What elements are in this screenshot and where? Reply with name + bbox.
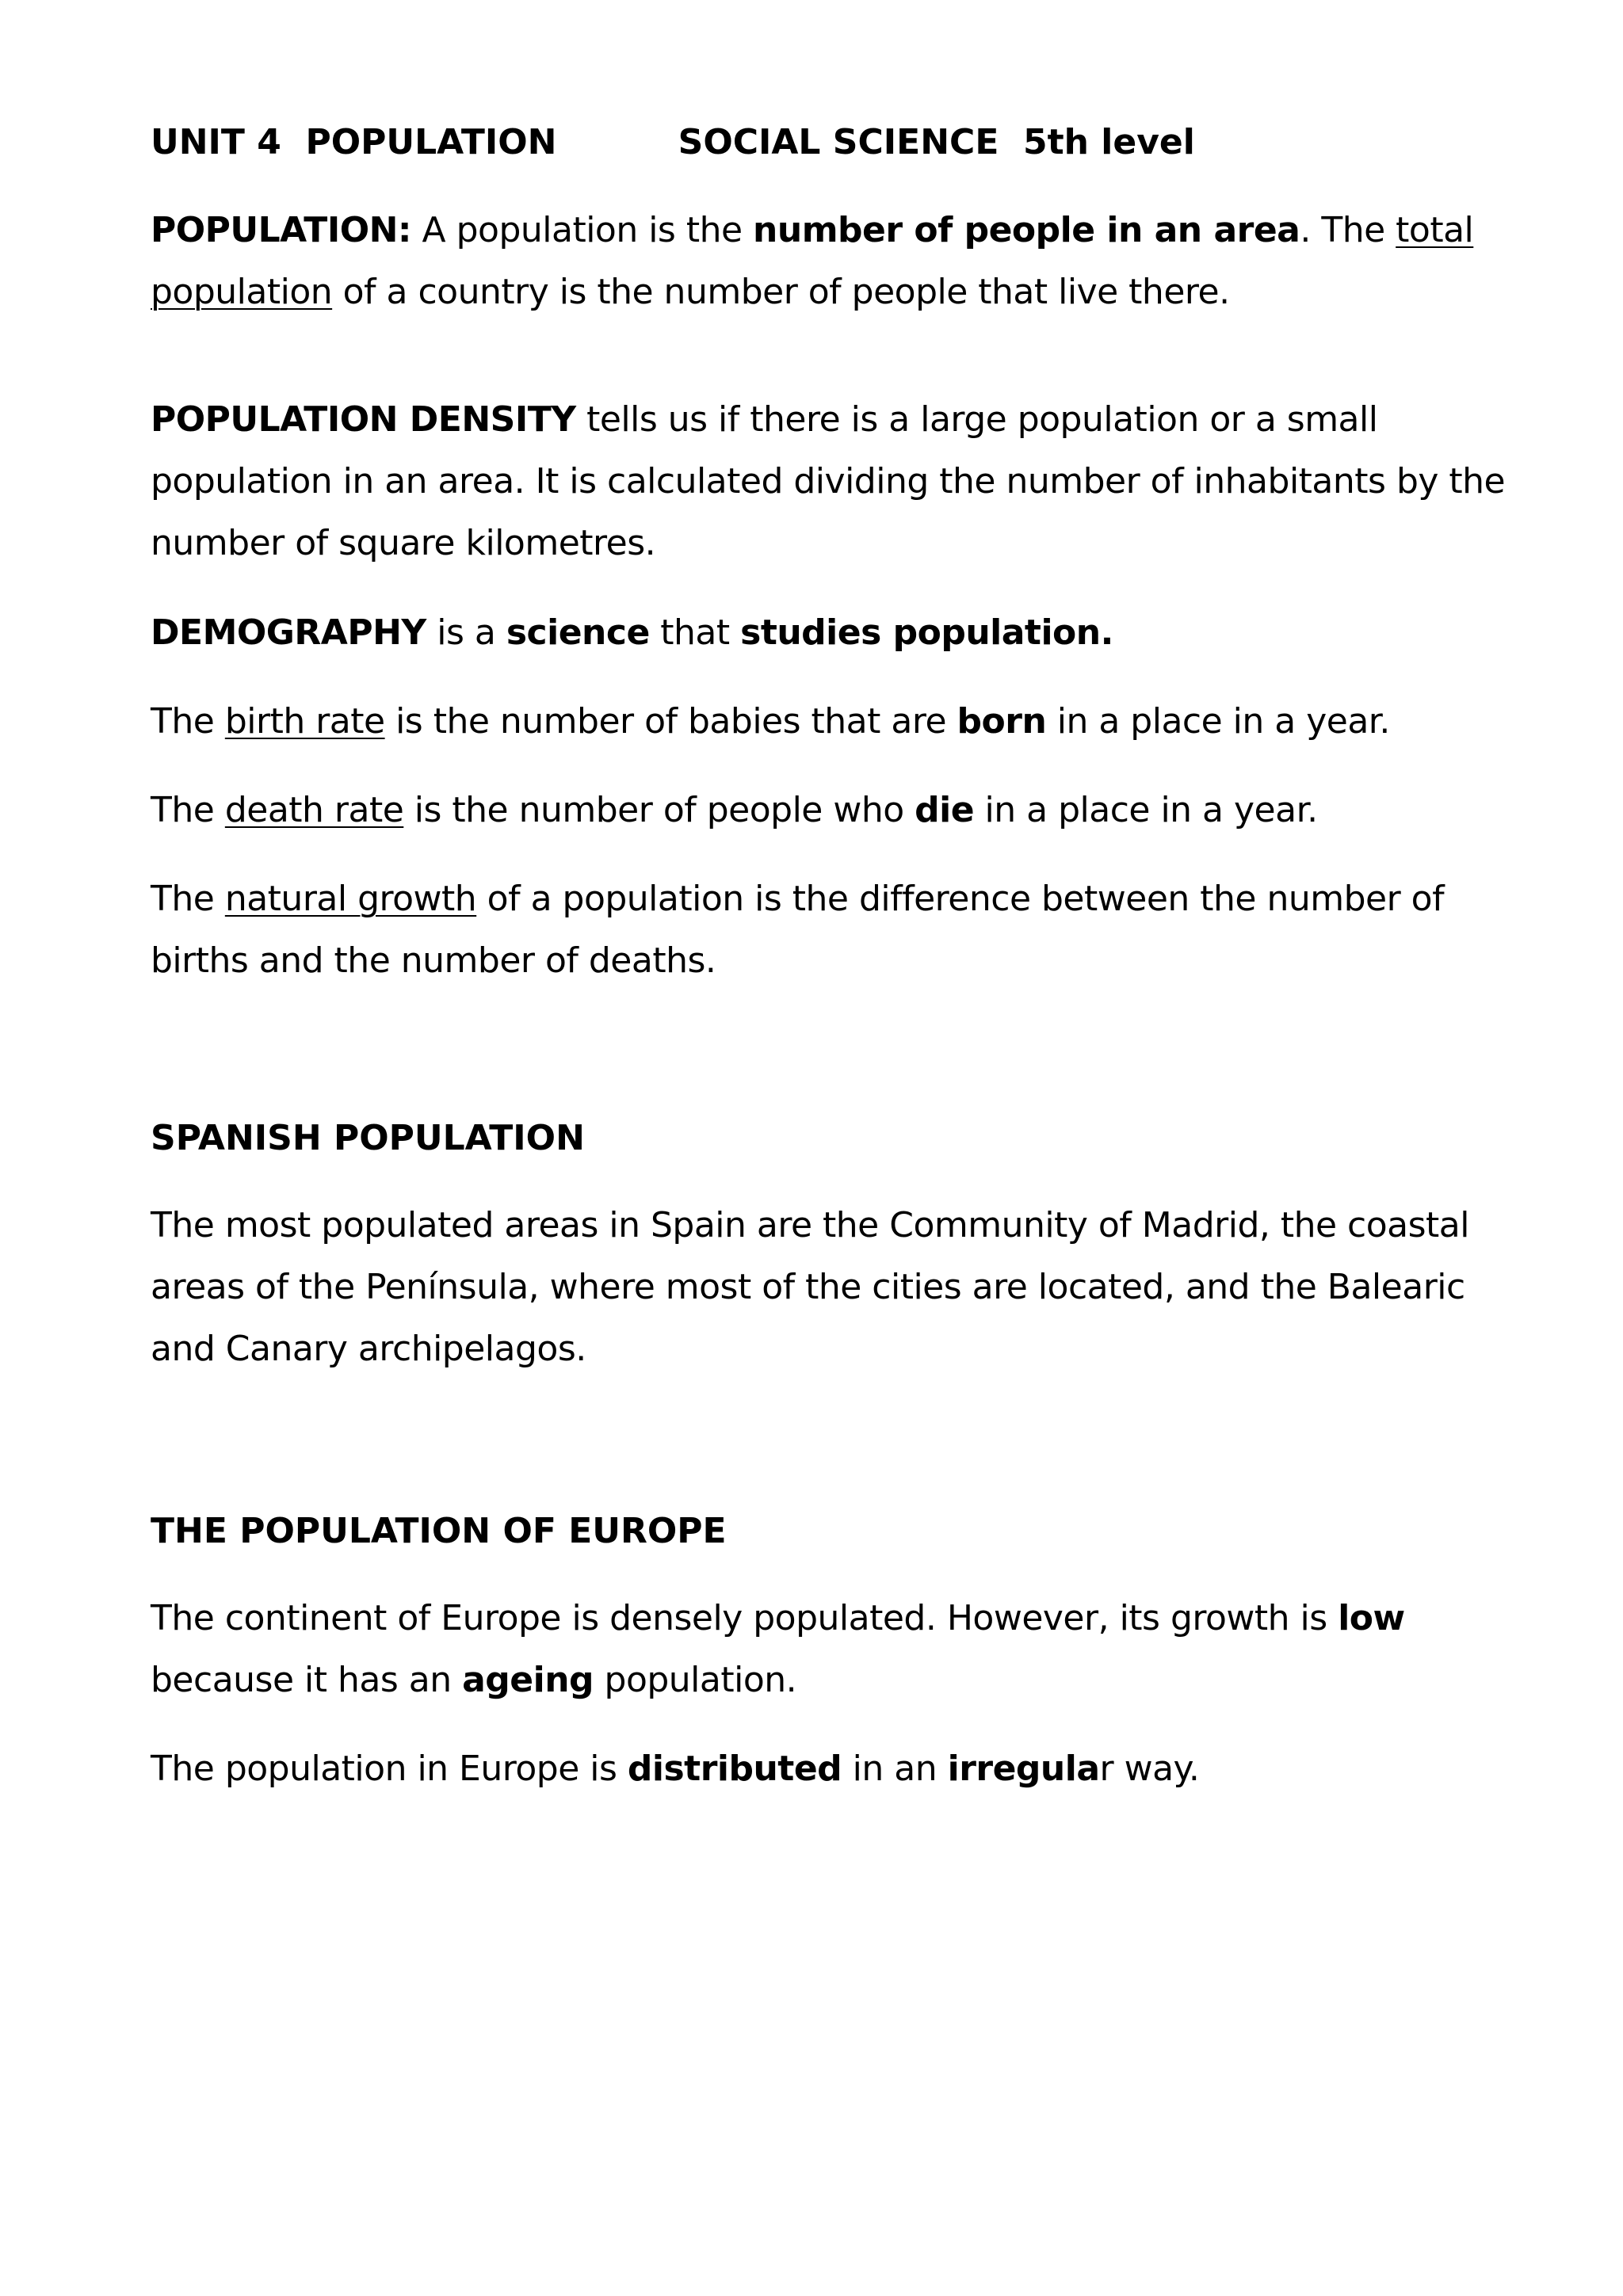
low-word: low — [1338, 1598, 1405, 1638]
demography-text-2: that — [649, 612, 741, 653]
birth-rate-term: birth rate — [224, 701, 385, 742]
europe-p2-text-1: The population in Europe is — [151, 1749, 628, 1789]
death-rate-definition — [151, 780, 1506, 841]
population-text-3: of a country is the number of people that live there. — [332, 272, 1230, 312]
population-bold: number of people in an area — [753, 210, 1300, 250]
spanish-population-text: The most populated areas in Spain are the Community of Madrid, the coastal areas of the Península, where most of the cities are located, and the Balearic and Canary archipelagos. — [151, 1205, 1469, 1369]
unit-label: UNIT 4 — [151, 122, 281, 162]
birth-rate-definition — [151, 691, 1506, 753]
level-label: 5th level — [1023, 122, 1195, 162]
europe-paragraph-1 — [151, 1588, 1506, 1711]
europe-p2-text-3: r way. — [1099, 1749, 1200, 1789]
death-text-2: is the number of people who — [403, 790, 915, 830]
die-word: die — [915, 790, 975, 830]
irregular-word: irregula — [947, 1749, 1100, 1789]
birth-text-3: in a place in a year. — [1046, 701, 1390, 742]
europe-p1-text-1: The continent of Europe is densely populated. However, its growth is — [151, 1598, 1338, 1638]
page-heading — [151, 115, 1195, 170]
demography-science: science — [506, 612, 650, 653]
europe-p1-text-3: population. — [594, 1660, 797, 1700]
demography-definition — [151, 602, 1506, 664]
birth-text-1: The — [151, 701, 225, 742]
natural-growth-definition — [151, 868, 1506, 992]
population-text-2: . The — [1300, 210, 1396, 250]
demography-term: DEMOGRAPHY — [151, 612, 426, 653]
born-word: born — [957, 701, 1047, 742]
birth-text-2: is the number of babies that are — [384, 701, 957, 742]
population-text-1: A population is the — [411, 210, 754, 250]
population-definition — [151, 200, 1506, 323]
distributed-word: distributed — [627, 1749, 842, 1789]
density-text: tells us if there is a large population or a small population in an area. It is calculated dividing the number of inhabitants by the number of square kilometres. — [151, 399, 1506, 563]
growth-text-1: The — [151, 879, 225, 919]
unit-topic: POPULATION — [305, 122, 557, 162]
ageing-word: ageing — [462, 1660, 594, 1700]
population-term: POPULATION: — [151, 210, 412, 250]
density-definition — [151, 389, 1506, 574]
demography-text-1: is a — [426, 612, 506, 653]
subject-label: SOCIAL SCIENCE — [678, 122, 999, 162]
death-text-1: The — [151, 790, 225, 830]
death-text-3: in a place in a year. — [974, 790, 1318, 830]
europe-p1-text-2: because it has an — [151, 1660, 463, 1700]
growth-text-2: of a population is the difference between the number of births and the number of deaths. — [151, 879, 1445, 981]
demography-studies: studies population. — [740, 612, 1113, 653]
natural-growth-term: natural growth — [224, 879, 477, 919]
spanish-population-title: SPANISH POPULATION — [151, 1118, 585, 1158]
density-term: POPULATION DENSITY — [151, 399, 576, 440]
europe-p2-text-2: in an — [842, 1749, 948, 1789]
death-rate-term: death rate — [224, 790, 404, 830]
europe-paragraph-2 — [151, 1738, 1506, 1800]
total-population-term: total population — [151, 210, 1474, 312]
europe-population-title: THE POPULATION OF EUROPE — [151, 1511, 727, 1551]
